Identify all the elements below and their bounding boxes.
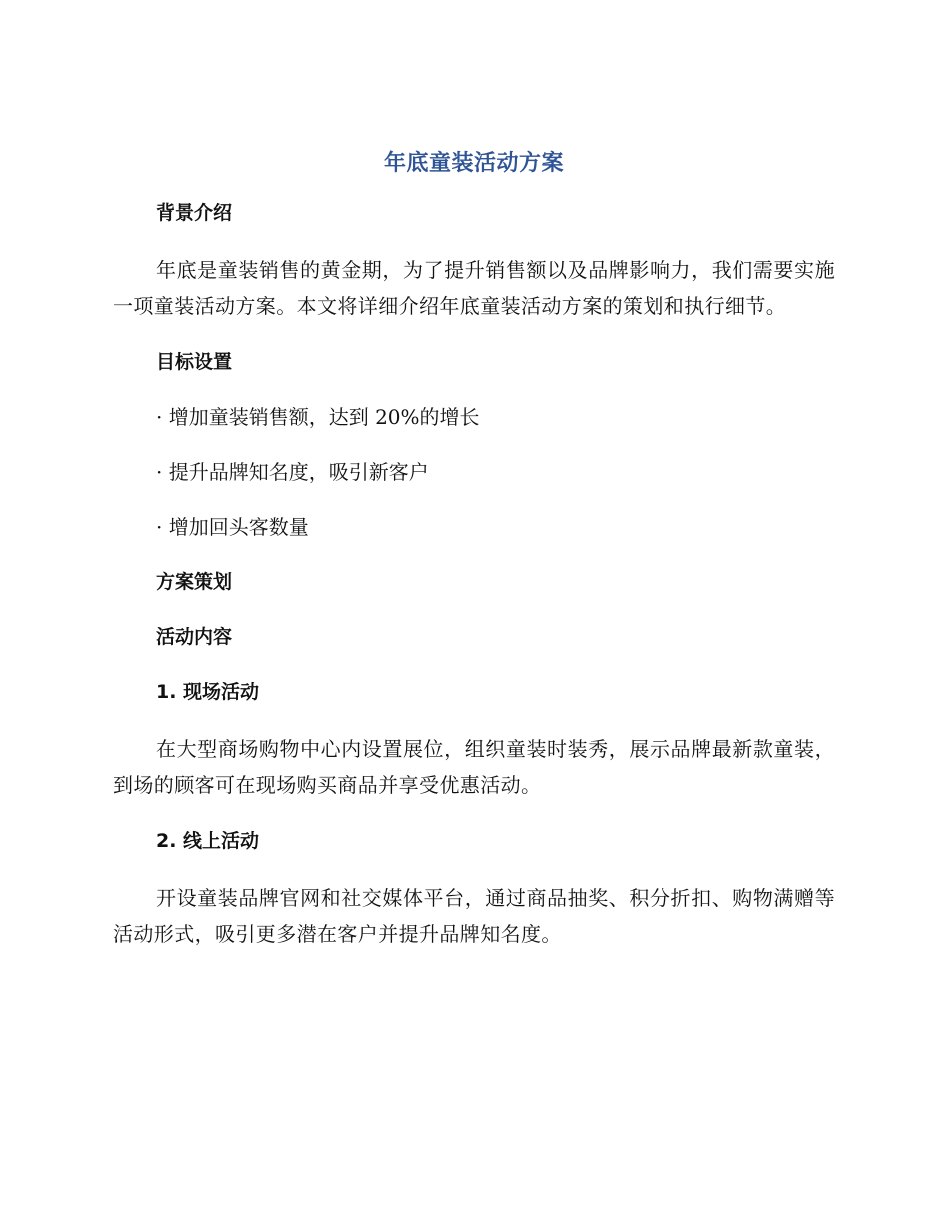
goal-item-2: · 提升品牌知名度，吸引新客户 [156,460,429,484]
subheading-onsite: 1. 现场活动 [156,681,260,703]
document-title: 年底童装活动方案 [383,151,564,176]
section-heading-goals: 目标设置 [156,351,233,373]
section-heading-background: 背景介绍 [156,202,233,224]
section-heading-content: 活动内容 [156,626,233,648]
section-heading-plan: 方案策划 [156,571,233,593]
onsite-paragraph: 在大型商场购物中心内设置展位，组织童装时装秀，展示品牌最新款童装，到场的顾客可在现场购买商品并享受优惠活动。 [113,737,835,797]
goal-item-1: · 增加童装销售额，达到 20%的增长 [156,405,480,429]
subheading-online: 2. 线上活动 [156,830,260,852]
online-paragraph: 开设童装品牌官网和社交媒体平台，通过商品抽奖、积分折扣、购物满赠等活动形式，吸引更多潜在客户并提升品牌知名度。 [113,886,835,946]
goal-item-3: · 增加回头客数量 [156,515,309,539]
background-paragraph: 年底是童装销售的黄金期，为了提升销售额以及品牌影响力，我们需要实施一项童装活动方案。本文将详细介绍年底童装活动方案的策划和执行细节。 [113,258,835,318]
